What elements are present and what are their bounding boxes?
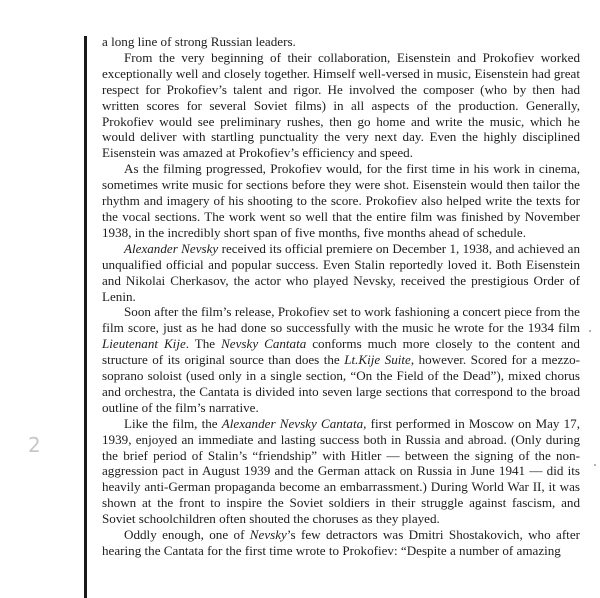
text-run: conforms much more closely to the content and structure of its original source than does the [102, 336, 580, 368]
italic-title-text: Alexander Nevsky Cantata [221, 415, 364, 431]
italic-title-text: Alexander Nevsky [124, 240, 219, 256]
text-run: Soon after the film’s release, Prokofiev set to work fashioning a concert piece from the film score, just as he had done so successfully with the music he wrote for the 1934 film [102, 304, 580, 336]
text-run: . The [185, 336, 222, 352]
paragraph [102, 50, 580, 161]
scan-speck [594, 464, 596, 466]
page-number: 2 [28, 433, 41, 457]
text-run: received its official premiere on December 1, 1938, and achieved an unqualified official and popular success. Even Stalin reportedly loved it. Both Eisenstein and Nikolai Cherkasov, the actor who played Nevsky, received the prestigious Order of Lenin. [102, 240, 580, 304]
text-run: Oddly enough, one of [124, 527, 250, 543]
paragraph [102, 161, 580, 241]
italic-title-text: Lt.Kije Suite [344, 352, 411, 368]
margin-rule [84, 36, 87, 598]
paragraph [102, 416, 580, 527]
text-run: As the filming progressed, Prokofiev would, for the first time in his work in cinema, sometimes write music for sections before they were shot. Eisenstein would then tailor the rhythm and imagery of his shooting to the score. Prokofiev also helped write the texts for the vocal sections. The work went so well that the entire film was finished by November 1938, in the incredibly short span of five months, five months ahead of schedule. [102, 161, 580, 240]
italic-title-text: Nevsky [249, 527, 287, 543]
text-run: Like the film, the [124, 415, 222, 431]
paragraph [102, 304, 580, 415]
italic-title-text: Nevsky Cantata [221, 336, 307, 352]
paragraph [102, 527, 580, 559]
text-run: a long line of strong Russian leaders. [102, 34, 296, 49]
scan-speck [589, 330, 591, 332]
body-text-column [102, 34, 580, 559]
text-run: ’s few detractors was Dmitri Shostakovich, who after hearing the Cantata for the first time wrote to Prokofiev: “Despite a number of amazing [102, 527, 580, 558]
text-run: , first performed in Moscow on May 17, 1939, enjoyed an immediate and lasting success both in Russia and abroad. (Only during the brief period of Stalin’s “friendship” with Hitler — between the signing of the non-aggression pact in August 1939 and the German attack on Russia in June 1941 — did its heavily anti-German propaganda become an embarrassment.) During World War II, it was shown at the front to inspire the Soviet soldiers in their struggle against fascism, and Soviet schoolchildren often shouted the choruses as they played. [102, 415, 580, 527]
text-run: , however. Scored for a mezzo-soprano soloist (used only in a single section, “On the Field of the Dead”), mixed chorus and orchestra, the Cantata is divided into seven large sections that correspond to the broad outline of the film’s narrative. [102, 352, 580, 415]
text-run: From the very beginning of their collaboration, Eisenstein and Prokofiev worked exceptionally well and closely together. Himself well-versed in music, Eisenstein had great respect for Prokofiev’s talent and rigor. He involved the composer (who by then had written scores for several Soviet films) in all aspects of the production. Generally, Prokofiev would see preliminary rushes, then go home and write the music, which he would deliver with startling punctuality the very next day. Even the highly disciplined Eisenstein was amazed at Prokofiev’s efficiency and speed. [102, 49, 580, 161]
italic-title-text: Lieutenant Kije [102, 336, 186, 352]
paragraph [102, 241, 580, 305]
paragraph [102, 34, 580, 50]
